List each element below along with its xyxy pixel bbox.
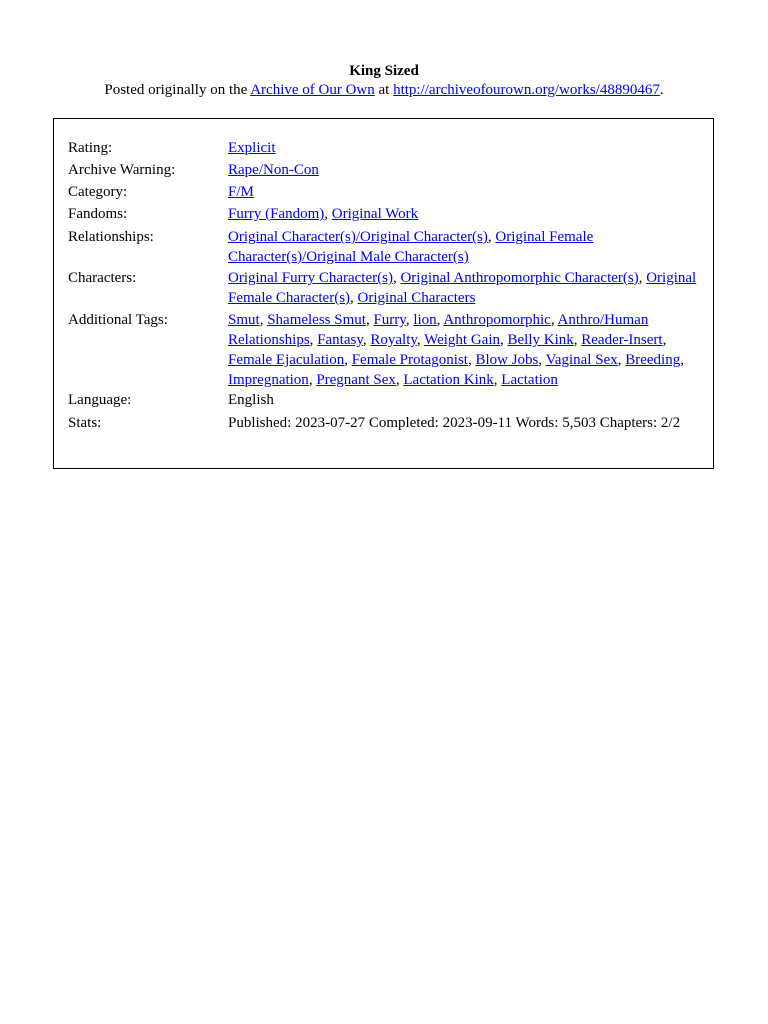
stats-value: Published: 2023-07-27 Completed: 2023-09-11 Words: 5,503 Chapters: 2/2 xyxy=(228,415,681,431)
tag-link[interactable]: Female Protagonist xyxy=(351,352,468,368)
rating-label: Rating: xyxy=(68,140,113,156)
tag-link[interactable]: Shameless Smut xyxy=(267,312,366,328)
tag-link[interactable]: Lactation Kink xyxy=(403,372,494,388)
relationships-value: Original Character(s)/Original Character(s), Original Female Character(s)/Original Male Character(s) xyxy=(228,229,594,265)
tag-link[interactable]: Original Anthropomorphic Character(s) xyxy=(400,270,639,286)
characters-label: Characters: xyxy=(68,270,137,286)
tag-link[interactable]: Furry (Fandom) xyxy=(228,206,325,222)
tag-link[interactable]: Pregnant Sex xyxy=(316,372,396,388)
tag-link[interactable]: Blow Jobs xyxy=(475,352,539,368)
category-value xyxy=(228,182,708,202)
fandoms-label: Fandoms: xyxy=(68,206,128,222)
tag-link[interactable]: Furry xyxy=(373,312,406,328)
rating-value xyxy=(228,138,708,158)
warning-value xyxy=(228,160,708,180)
work-title: King Sized xyxy=(349,63,419,79)
tag-link[interactable]: Original Female Character(s)/Original Male Character(s) xyxy=(228,229,594,265)
tag-link[interactable]: Original Character(s)/Original Character(s) xyxy=(228,229,488,245)
category-label: Category: xyxy=(68,184,128,200)
stats-label: Stats: xyxy=(68,415,102,431)
tag-link[interactable]: F/M xyxy=(228,184,254,200)
tag-link[interactable]: Vaginal Sex xyxy=(545,352,618,368)
work-metadata-box xyxy=(53,118,714,469)
tag-link[interactable]: Rape/Non-Con xyxy=(228,162,319,178)
language-value: English xyxy=(228,392,274,408)
tag-link[interactable]: Smut xyxy=(228,312,260,328)
tag-link[interactable]: Lactation xyxy=(501,372,558,388)
tag-link[interactable]: Royalty xyxy=(370,332,417,348)
fandoms-value: Furry (Fandom), Original Work xyxy=(228,206,419,222)
additional-tags-value: Smut, Shameless Smut, Furry, lion, Anthropomorphic, Anthro/Human Relationships, Fantasy, Royalty, Weight Gain, Belly Kink, Reader-Insert, Female Ejaculation, Female Protagonist, Blow Jobs, Vaginal Sex, Breeding, Impregnation, Pregnant Sex, Lactation Kink, Lactation xyxy=(228,312,684,388)
additional-tags-label: Additional Tags: xyxy=(68,312,168,328)
tag-link[interactable]: Original Female Character(s) xyxy=(228,270,697,306)
archive-link[interactable]: Archive of Our Own xyxy=(250,82,375,98)
relationships-label: Relationships: xyxy=(68,229,154,245)
tag-link[interactable]: Impregnation xyxy=(228,372,309,388)
document-header xyxy=(0,62,768,100)
tag-link[interactable]: Fantasy xyxy=(317,332,363,348)
tag-link[interactable]: Original Furry Character(s) xyxy=(228,270,393,286)
tag-link[interactable]: Anthropomorphic xyxy=(443,312,551,328)
tag-link[interactable]: Explicit xyxy=(228,140,276,156)
tag-link[interactable]: Belly Kink xyxy=(507,332,574,348)
tag-link[interactable]: lion xyxy=(413,312,437,328)
tag-link[interactable]: Weight Gain xyxy=(424,332,500,348)
tag-link[interactable]: Female Ejaculation xyxy=(228,352,345,368)
tag-link[interactable]: Original Work xyxy=(331,206,419,222)
tag-link[interactable]: Original Characters xyxy=(357,290,476,306)
tag-link[interactable]: Reader-Insert xyxy=(581,332,663,348)
language-label: Language: xyxy=(68,392,132,408)
characters-value: Original Furry Character(s), Original Anthropomorphic Character(s), Original Female Character(s), Original Characters xyxy=(228,270,697,306)
tag-link[interactable]: Breeding xyxy=(625,352,681,368)
tag-link[interactable]: Anthro/Human Relationships xyxy=(228,312,649,348)
at-text: at xyxy=(374,82,394,98)
work-url-link[interactable]: http://archiveofourown.org/works/48890467 xyxy=(393,82,660,98)
posted-prefix: Posted originally on the xyxy=(104,82,251,98)
posted-line xyxy=(0,81,768,100)
posted-period: . xyxy=(659,82,664,98)
warning-label: Archive Warning: xyxy=(68,162,176,178)
